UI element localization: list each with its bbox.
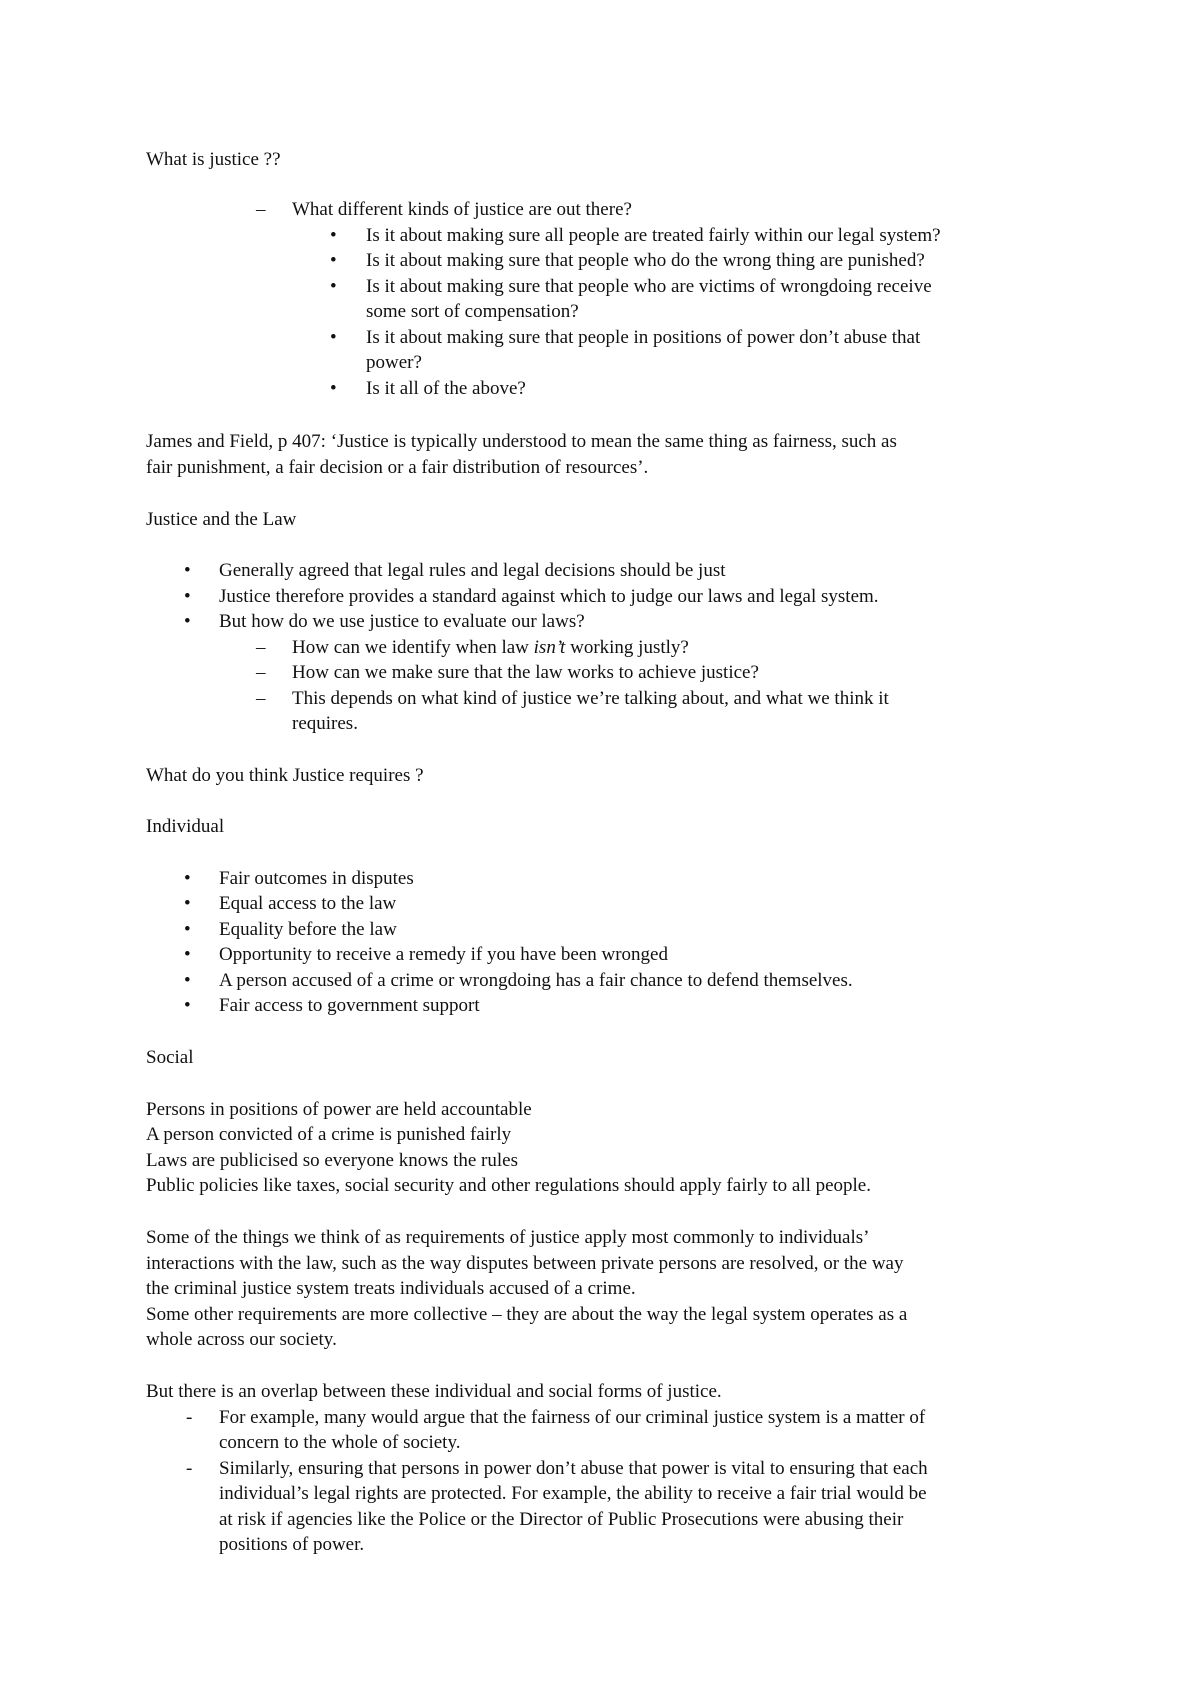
dash-marker: –: [256, 637, 266, 658]
kinds-item: Is it about making sure that people in positions of power don’t abuse that: [366, 327, 921, 348]
paragraph-line: Some other requirements are more collective – they are about the way the legal system operates as a: [146, 1304, 908, 1325]
dash-marker: –: [256, 688, 266, 709]
law-subitem-text: working justly?: [565, 637, 689, 658]
kinds-item: Is it all of the above?: [366, 378, 526, 399]
law-subitem: How can we make sure that the law works to achieve justice?: [292, 662, 759, 683]
kinds-item: Is it about making sure all people are treated fairly within our legal system?: [366, 225, 941, 246]
kinds-item-continuation: some sort of compensation?: [366, 301, 579, 322]
dash-marker: –: [256, 662, 266, 683]
bullet-marker: •: [184, 919, 191, 940]
document-title: What is justice ??: [146, 149, 281, 170]
individual-item: Fair outcomes in disputes: [219, 868, 414, 889]
dash-marker: –: [256, 199, 266, 220]
overlap-example-line: For example, many would argue that the fairness of our criminal justice system is a matter of: [219, 1407, 926, 1428]
bullet-marker: •: [330, 250, 337, 271]
social-line: Laws are publicised so everyone knows the rules: [146, 1150, 518, 1171]
bullet-marker: •: [184, 970, 191, 991]
social-line: A person convicted of a crime is punished fairly: [146, 1124, 512, 1145]
individual-item: A person accused of a crime or wrongdoing has a fair chance to defend themselves.: [219, 970, 853, 991]
overlap-example-line: Similarly, ensuring that persons in power don’t abuse that power is vital to ensuring that each: [219, 1458, 928, 1479]
social-line: Persons in positions of power are held accountable: [146, 1099, 532, 1120]
bullet-marker: •: [184, 586, 191, 607]
bullet-marker: •: [184, 995, 191, 1016]
bullet-marker: •: [184, 560, 191, 581]
bullet-marker: •: [184, 944, 191, 965]
kinds-question: What different kinds of justice are out there?: [292, 199, 632, 220]
law-subitem-emphasis: isn’t: [533, 637, 566, 658]
quote-line: fair punishment, a fair decision or a fair distribution of resources’.: [146, 457, 649, 478]
law-subitem-text: How can we identify when law: [292, 637, 534, 658]
individual-item: Equality before the law: [219, 919, 397, 940]
law-item: Generally agreed that legal rules and legal decisions should be just: [219, 560, 726, 581]
bullet-marker: •: [184, 893, 191, 914]
overlap-example-line: positions of power.: [219, 1534, 365, 1555]
overlap-example-line: concern to the whole of society.: [219, 1432, 461, 1453]
individual-item: Opportunity to receive a remedy if you have been wronged: [219, 944, 668, 965]
section-heading: Individual: [146, 816, 225, 837]
requires-question: What do you think Justice requires ?: [146, 765, 424, 786]
bullet-marker: •: [330, 327, 337, 348]
overlap-intro: But there is an overlap between these individual and social forms of justice.: [146, 1381, 722, 1402]
law-subitem-continuation: requires.: [292, 713, 358, 734]
social-line: Public policies like taxes, social security and other regulations should apply fairly to all people.: [146, 1175, 871, 1196]
quote-line: James and Field, p 407: ‘Justice is typically understood to mean the same thing as fairness, such as: [146, 431, 897, 452]
law-subitem: This depends on what kind of justice we’re talking about, and what we think it: [292, 688, 889, 709]
paragraph-line: the criminal justice system treats individuals accused of a crime.: [146, 1278, 636, 1299]
overlap-example-line: at risk if agencies like the Police or the Director of Public Prosecutions were abusing their: [219, 1509, 904, 1530]
individual-item: Fair access to government support: [219, 995, 480, 1016]
individual-item: Equal access to the law: [219, 893, 397, 914]
section-heading: Social: [146, 1047, 194, 1068]
bullet-marker: •: [330, 276, 337, 297]
law-subitem: [292, 635, 689, 660]
law-item: Justice therefore provides a standard against which to judge our laws and legal system.: [219, 586, 879, 607]
bullet-marker: •: [330, 378, 337, 399]
paragraph-line: Some of the things we think of as requirements of justice apply most commonly to individuals’: [146, 1227, 870, 1248]
kinds-item: Is it about making sure that people who are victims of wrongdoing receive: [366, 276, 932, 297]
section-heading: Justice and the Law: [146, 509, 297, 530]
hyphen-marker: -: [186, 1458, 193, 1479]
overlap-example-line: individual’s legal rights are protected. For example, the ability to receive a fair trial would be: [219, 1483, 927, 1504]
kinds-item: Is it about making sure that people who do the wrong thing are punished?: [366, 250, 925, 271]
paragraph-line: whole across our society.: [146, 1329, 337, 1350]
bullet-marker: •: [330, 225, 337, 246]
bullet-marker: •: [184, 611, 191, 632]
paragraph-line: interactions with the law, such as the way disputes between private persons are resolved, or the way: [146, 1253, 904, 1274]
kinds-item-continuation: power?: [366, 352, 422, 373]
bullet-marker: •: [184, 868, 191, 889]
law-item: But how do we use justice to evaluate our laws?: [219, 611, 585, 632]
hyphen-marker: -: [186, 1407, 193, 1428]
